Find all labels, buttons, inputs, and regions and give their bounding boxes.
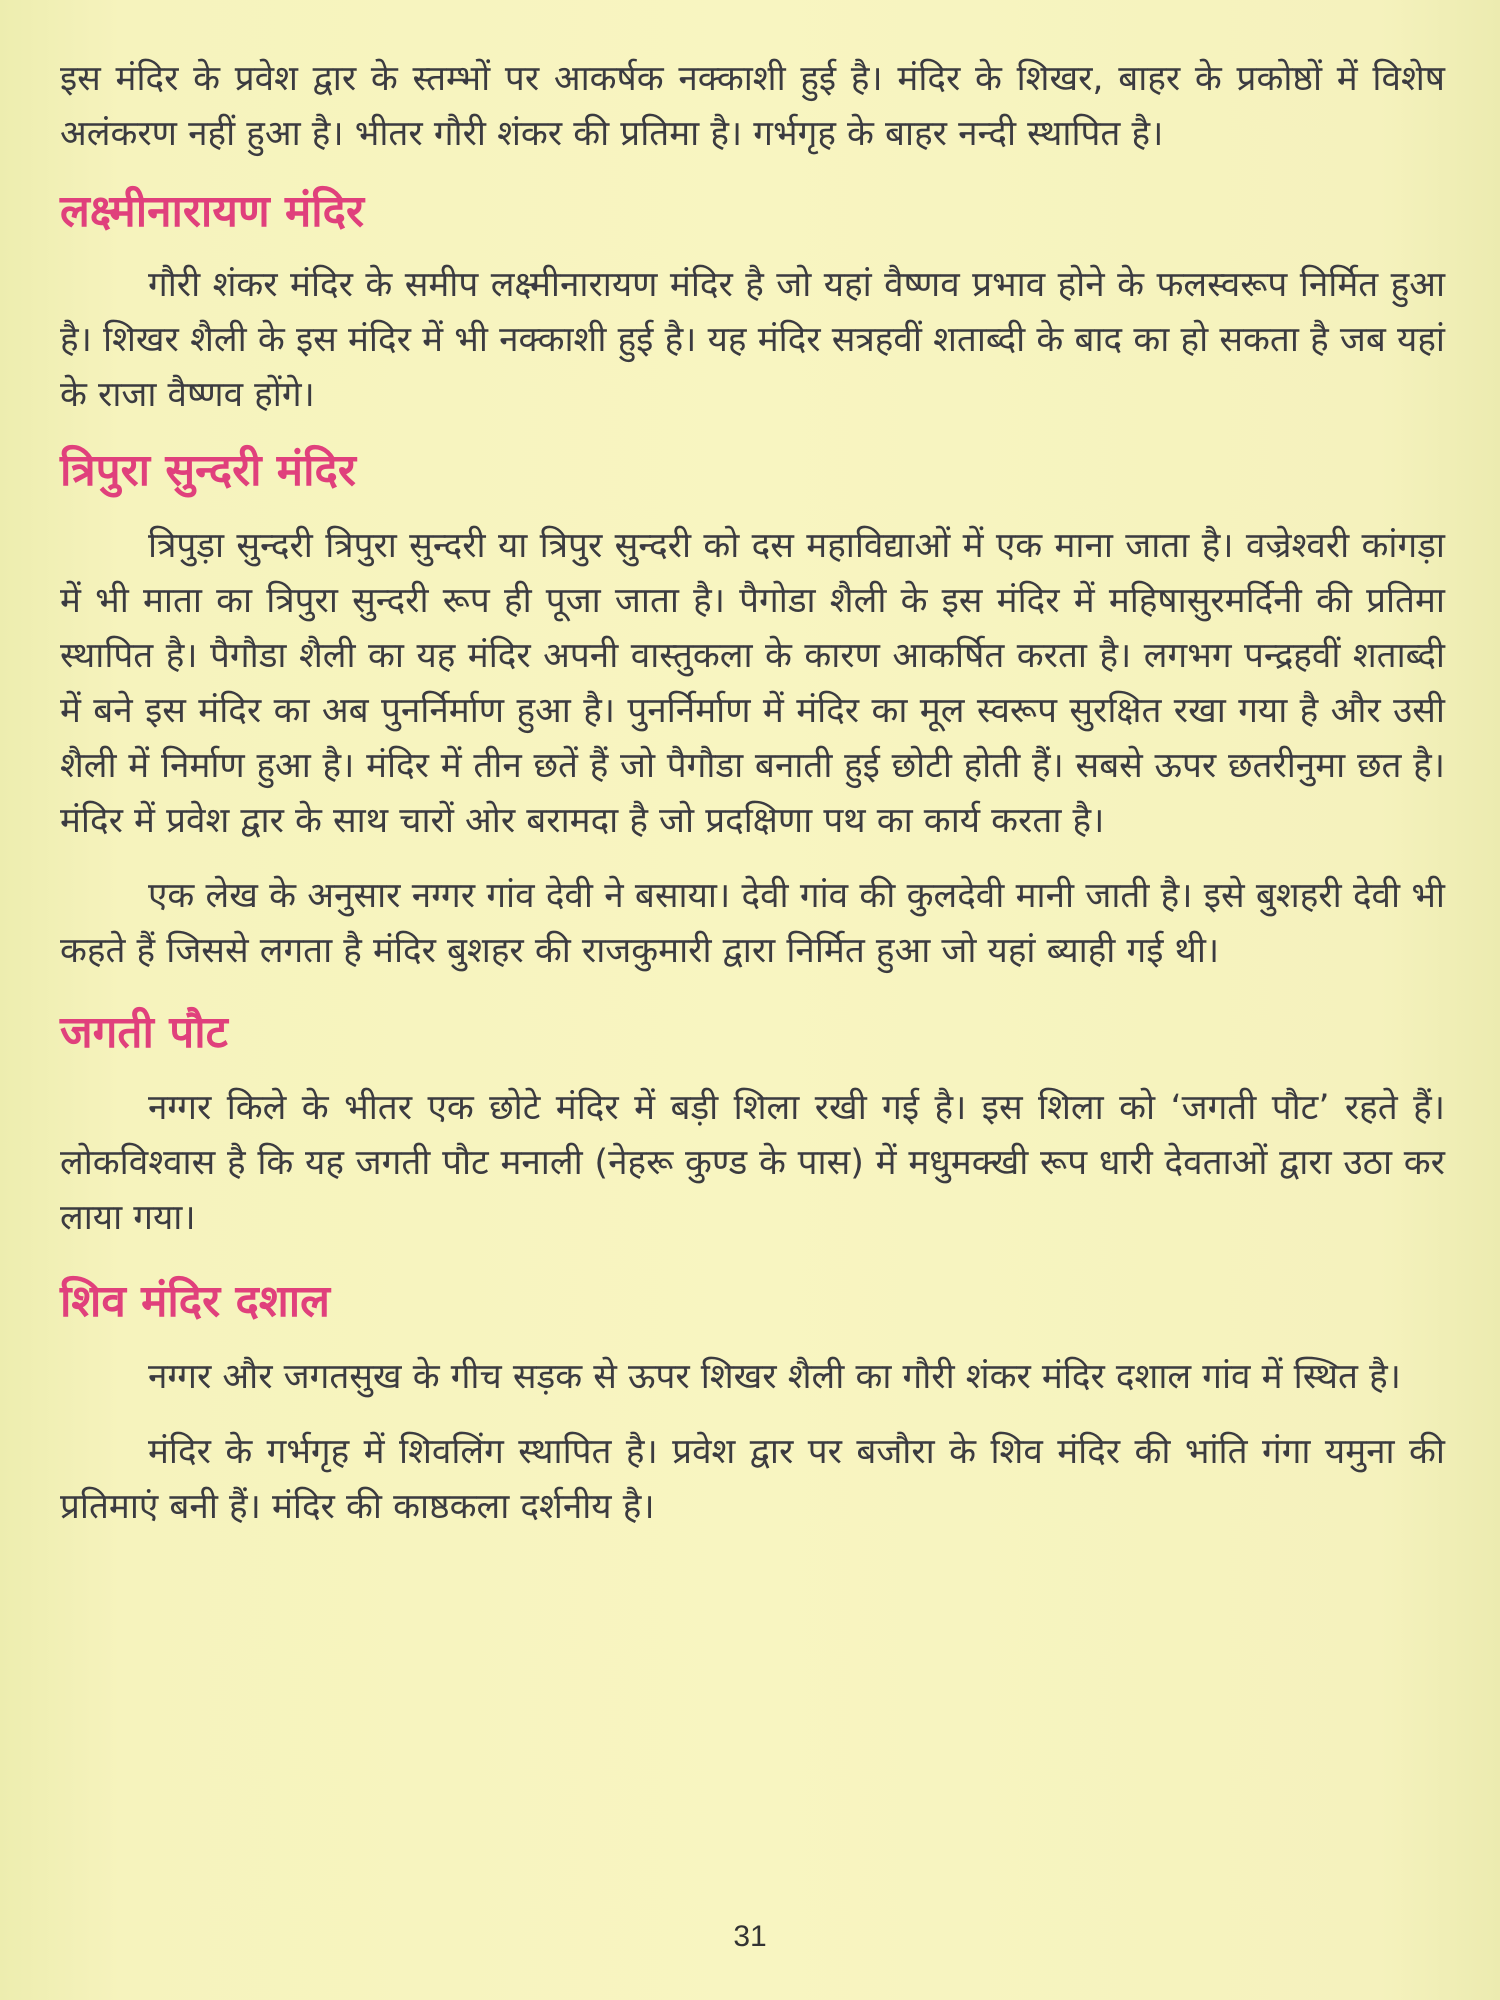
heading-jagti-pot: जगती पौट (60, 1007, 228, 1058)
paragraph-tripura-sundari-2: एक लेख के अनुसार नग्गर गांव देवी ने बसाया। देवी गांव की कुलदेवी मानी जाती है। इसे बुशहरी देवी भी कहते हैं जिससे लगता है मंदिर बुशहर की राजकुमारी द्वारा निर्मित हुआ जो यहां ब्याही गई थी। (60, 876, 1445, 971)
paragraph-shiv-temple-1: नग्गर और जगतसुख के गीच सड़क से ऊपर शिखर शैली का गौरी शंकर मंदिर दशाल गांव में स्थित है। (148, 1357, 1401, 1397)
page-number: 31 (733, 1920, 767, 1953)
paragraph-tripura-sundari-1: त्रिपुड़ा सुन्दरी त्रिपुरा सुन्दरी या त्रिपुर सुन्दरी को दस महाविद्याओं में एक माना जाता है। वज्रेश्वरी कांगड़ा में भी माता का त्रिपुरा सुन्दरी रूप ही पूजा जाता है। पैगोडा शैली के इस मंदिर में महिषासुरमर्दिनी की प्रतिमा स्थापित है। पैगौडा शैली का यह मंदिर अपनी वास्तुकला के कारण आकर्षित करता है। लगभग पन्द्रहवीं शताब्दी में बने इस मंदिर का अब पुनर्निर्माण हुआ है। पुनर्निर्माण में मंदिर का मूल स्वरूप सुरक्षित रखा गया है और उसी शैली में निर्माण हुआ है। मंदिर में तीन छतें हैं जो पैगौडा बनाती हुई छोटी होती हैं। सबसे ऊपर छतरीनुमा छत है। मंदिर में प्रवेश द्वार के साथ चारों ओर बरामदा है जो प्रदक्षिणा पथ का कार्य करता है। (60, 526, 1445, 841)
paragraph-shiv-temple-2: मंदिर के गर्भगृह में शिवलिंग स्थापित है। प्रवेश द्वार पर बजौरा के शिव मंदिर की भांति गंगा यमुना की प्रतिमाएं बनी हैं। मंदिर की काष्ठकला दर्शनीय है। (60, 1432, 1445, 1527)
paragraph-jagti-pot: नग्गर किले के भीतर एक छोटे मंदिर में बड़ी शिला रखी गई है। इस शिला को ‘जगती पौट’ रहते हैं। लोकविश्वास है कि यह जगती पौट मनाली (नेहरू कुण्ड के पास) में मधुमक्खी रूप धारी देवताओं द्वारा उठा कर लाया गया। (60, 1088, 1445, 1238)
heading-tripura-sundari-temple: त्रिपुरा सुन्दरी मंदिर (60, 445, 356, 496)
paragraph-lakshminarayan: गौरी शंकर मंदिर के समीप लक्ष्मीनारायण मंदिर है जो यहां वैष्णव प्रभाव होने के फलस्वरूप निर्मित हुआ है। शिखर शैली के इस मंदिर में भी नक्काशी हुई है। यह मंदिर सत्रहवीं शताब्दी के बाद का हो सकता है जब यहां के राजा वैष्णव होंगे। (60, 265, 1445, 415)
intro-paragraph: इस मंदिर के प्रवेश द्वार के स्तम्भों पर आकर्षक नक्काशी हुई है। मंदिर के शिखर, बाहर के प्रकोष्ठों में विशेष अलंकरण नहीं हुआ है। भीतर गौरी शंकर की प्रतिमा है। गर्भगृह के बाहर नन्दी स्थापित है। (60, 59, 1445, 154)
heading-lakshminarayan-temple: लक्ष्मीनारायण मंदिर (60, 186, 365, 237)
heading-shiv-temple-dashal: शिव मंदिर दशाल (60, 1276, 330, 1327)
page-content (60, 52, 1445, 1535)
